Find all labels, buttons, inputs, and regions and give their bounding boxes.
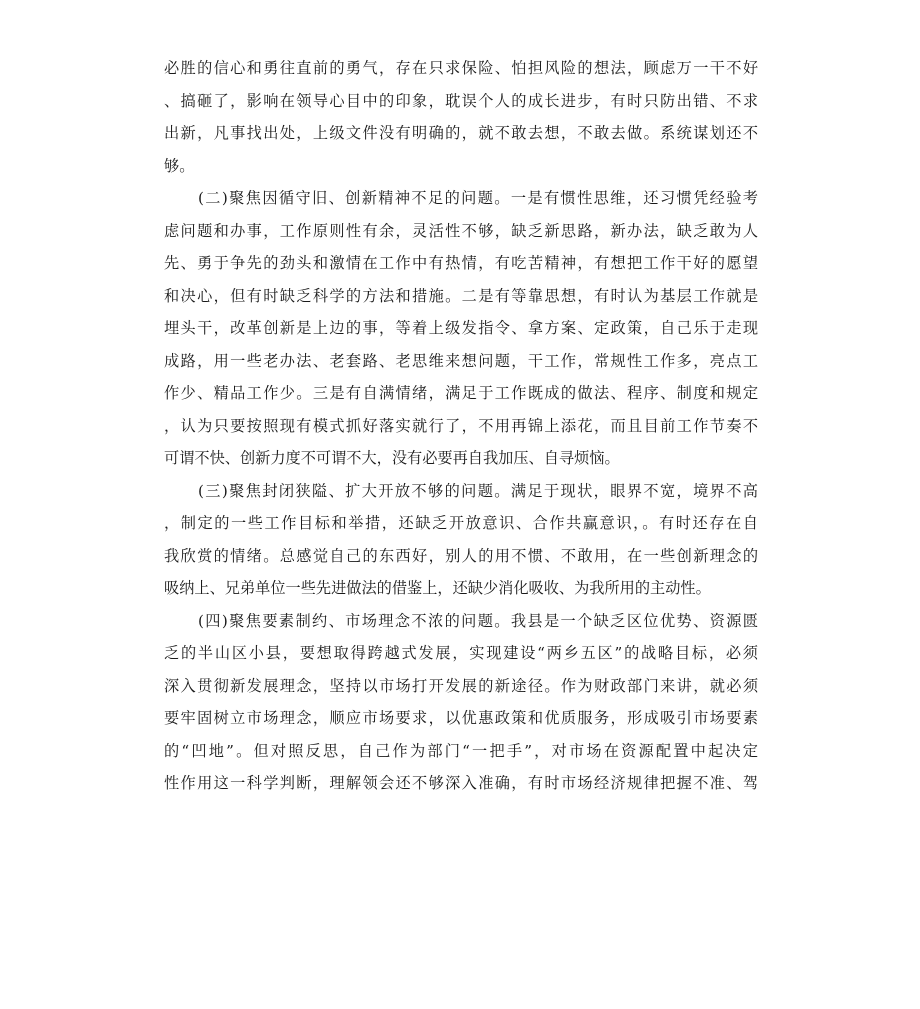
paragraph-first-line: (三)聚焦封闭狭隘、扩大开放不够的问题。满足于现状，眼界不宽，境界不高 [198, 481, 758, 500]
text-line: 够。 [164, 156, 195, 175]
paragraph-first-line: (四)聚焦要素制约、市场理念不浓的问题。我县是一个缺乏区位优势、资源匮 [198, 611, 758, 630]
text-line: 作少、精品工作少。三是有自满情绪，满足于工作既成的做法、程序、制度和规定 [164, 384, 758, 402]
text-line: 出新，凡事找出处，上级文件没有明确的，就不敢去想，不敢去做。系统谋划还不 [164, 124, 758, 142]
text-line: ，制定的一些工作目标和举措，还缺乏开放意识、合作共赢意识，。有时还存在自 [164, 514, 758, 532]
text-line: 埋头干，改革创新是上边的事，等着上级发指令、拿方案、定政策，自己乐于走现 [164, 319, 758, 337]
text-line: 成路，用一些老办法、老套路、老思维来想问题，干工作，常规性工作多，亮点工 [164, 351, 758, 370]
document-body [164, 52, 758, 800]
text-line: 可谓不快、创新力度不可谓不大，没有必要再自我加压、自寻烦恼。 [164, 449, 620, 467]
text-line: 深入贯彻新发展理念，坚持以市场打开发展的新途径。作为财政部门来讲，就必须 [164, 676, 758, 695]
text-line: 性作用这一科学判断，理解领会还不够深入准确，有时市场经济规律把握不准、驾 [164, 774, 758, 792]
text-line: 必胜的信心和勇往直前的勇气，存在只求保险、怕担风险的想法，顾虑万一干不好 [164, 59, 758, 77]
text-line: 吸纳上、兄弟单位一些先进做法的借鉴上，还缺少消化吸收、为我所用的主动性。 [164, 579, 711, 597]
text-line: 、搞砸了，影响在领导心目中的印象，耽误个人的成长进步，有时只防出错、不求 [164, 91, 758, 110]
text-line: ，认为只要按照现有模式抓好落实就行了，不用再锦上添花，而且目前工作节奏不 [164, 416, 758, 435]
text-line: 先、勇于争先的劲头和激情在工作中有热情，有吃苦精神，有想把工作干好的愿望 [164, 254, 758, 272]
text-line: 的“凹地”。但对照反思，自己作为部门“一把手”，对市场在资源配置中起决定 [164, 741, 758, 760]
text-line: 和决心，但有时缺乏科学的方法和措施。二是有等靠思想，有时认为基层工作就是 [164, 286, 758, 305]
text-line: 要牢固树立市场理念，顺应市场要求，以优惠政策和优质服务，形成吸引市场要素 [164, 709, 758, 727]
paragraph-first-line: (二)聚焦因循守旧、创新精神不足的问题。一是有惯性思维，还习惯凭经验考 [198, 189, 758, 207]
text-line: 我欣赏的情绪。总感觉自己的东西好，别人的用不惯、不敢用，在一些创新理念的 [164, 546, 758, 565]
text-line: 虑问题和办事，工作原则性有余，灵活性不够，缺乏新思路，新办法，缺乏敢为人 [164, 221, 758, 240]
text-line: 乏的半山区小县，要想取得跨越式发展，实现建设“两乡五区”的战略目标，必须 [164, 644, 758, 662]
